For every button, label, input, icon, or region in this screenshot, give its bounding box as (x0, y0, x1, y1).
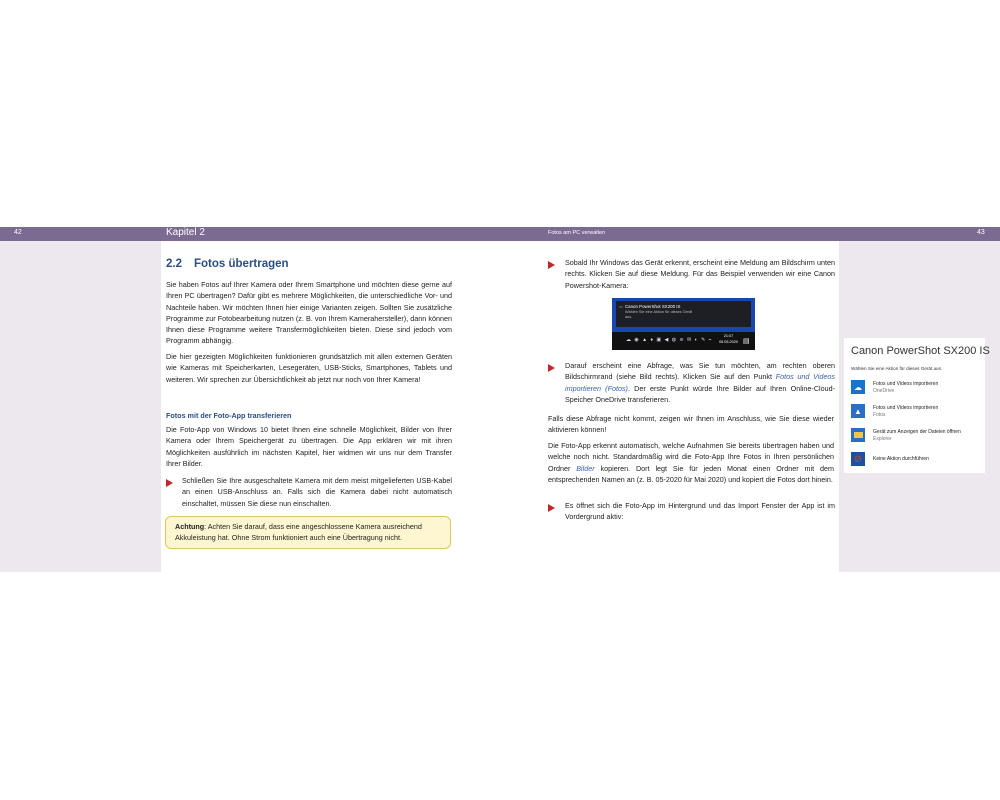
bullet-arrow-icon (548, 504, 555, 512)
taskbar (612, 332, 755, 350)
no-action-icon: ⊘ (851, 452, 865, 466)
subheading: Fotos mit der Foto-App transferieren (166, 411, 292, 420)
right-page-number: 43 (977, 229, 985, 236)
link-bilder[interactable]: Bilder (576, 463, 595, 473)
clock-time: 21:07 (723, 334, 734, 338)
header-bar (0, 227, 1000, 241)
option-sub: Fotos (873, 412, 886, 418)
step-choose-action-a: Darauf erscheint eine Abfrage, was Sie tun möchten, am rechten oberen Bildschirmrand (siehe Bild rechts). Klicken Sie auf den Punkt (565, 361, 835, 382)
fotoapp-paragraph: Die Foto-App von Windows 10 bietet Ihnen eine schnelle Möglichkeit, Bilder von Ihrer Kamera oder Ihrem Speichergerät zu übertragen. Die App erklären wir mit ihren Möglichkeiten ausführlich im nächsten Kapitel, hier widmen wir uns nur dem Transfer Ihrer Bilder. (166, 425, 452, 468)
notification-title: Canon PowerShot SX200 IS (625, 304, 681, 309)
link-fotos-videos-importieren[interactable]: Fotos und Videos importieren (Fotos) (565, 372, 835, 393)
left-page-number: 42 (14, 229, 22, 236)
note-label: Achtung (175, 522, 205, 531)
section-number: 2.2 (166, 258, 182, 270)
taskbar-clock (719, 334, 738, 345)
bullet-arrow-icon (166, 479, 173, 487)
clock-date: 05.05.2020 (719, 339, 739, 344)
option-label: Keine Aktion durchführen (873, 456, 929, 462)
action-center-icon[interactable]: ▤ (743, 338, 750, 345)
warning-note (165, 516, 451, 549)
option-label: Fotos und Videos importieren (873, 405, 939, 411)
step-choose-action (565, 360, 835, 405)
reactivate-paragraph: Falls diese Abfrage nicht kommt, zeigen wir Ihnen im Anschluss, wie Sie diese wieder aktivieren können! (548, 414, 834, 435)
photos-app-icon: ▲ (851, 404, 865, 418)
devices-paragraph: Die hier gezeigten Möglichkeiten funktionieren grundsätzlich mit allen externen Geräten wie Kameras mit Speicherkarten, Lesegeräten, USB-Sticks, Smartphones, Tablets und weiteren. Wir sprechen zur Übersichtlichkeit ab jetzt nur noch von Ihrer Kamera! (166, 352, 452, 384)
bullet-arrow-icon (548, 261, 555, 269)
notification-text: Wählen Sie eine Aktion für dieses Gerät aus. (625, 310, 693, 319)
notification-toast[interactable] (616, 301, 751, 327)
auto-detect-b: kopieren. Dort legt Sie für jeden Monat einen Ordner mit dem entsprechenden Namen an (z. B. 05-2020 für Mai 2020) und kopiert die Fotos dort hinein. (548, 463, 834, 484)
note-text: : Achten Sie darauf, dass eine angeschlossene Kamera ausreichend Akkuleistung hat. Ohne Strom funktioniert auch eine Übertragung nicht. (175, 522, 422, 542)
auto-detect-a: Die Foto-App erkennt automatisch, welche Aufnahmen Sie bereits übertragen haben und welche noch nicht. Standardmäßig wird die Foto-App Ihre Fotos in Ihren persönlichen Ordner (548, 441, 834, 473)
section-heading (166, 258, 289, 270)
folder-icon (851, 428, 865, 442)
tray-icons: ☁ ◉ ▲ ♦ ▣ ◀ ◍ ≋ ✉ ◐ ✎ ⌁ (626, 337, 713, 343)
left-margin (0, 241, 161, 572)
onedrive-cloud-icon: ☁ (851, 380, 865, 394)
option-label: Fotos und Videos importieren (873, 381, 939, 387)
chapter-label: Kapitel 2 (166, 227, 205, 238)
step-connect-camera: Schließen Sie Ihre ausgeschaltete Kamera mit dem meist mitgelieferten USB-Kabel an einen USB-Anschluss an. Falls sich die Kamera dabei nicht automatisch einschaltet, müssen Sie diese nun einschalten. (182, 476, 452, 508)
windows-notification-screenshot (612, 298, 755, 350)
auto-detect-paragraph (548, 440, 834, 485)
option-sub: Explorer (873, 436, 892, 442)
autoplay-panel (844, 338, 990, 473)
device-icon: ▭ (619, 304, 623, 309)
option-label: Gerät zum Anzeigen der Dateien öffnen (873, 429, 961, 435)
autoplay-subtitle: Wählen Sie eine Aktion für dieses Gerät aus. (851, 366, 943, 371)
bullet-arrow-icon (548, 364, 555, 372)
option-sub: OneDrive (873, 388, 895, 394)
autoplay-title: Canon PowerShot SX200 IS (851, 345, 990, 357)
step-import-window: Es öffnet sich die Foto-App im Hintergrund und das Import Fenster der App ist im Vordergrund aktiv: (565, 501, 835, 522)
running-head: Fotos am PC verwalten (548, 230, 606, 236)
step-choose-action-b: . Der erste Punkt würde Ihre Bilder auf Ihren Online-Cloud-Speicher OneDrive transferieren. (565, 383, 835, 404)
step-notification: Sobald Ihr Windows das Gerät erkennt, erscheint eine Meldung am Bildschirm unten rechts. Klicken Sie auf diese Meldung. Für das Beispiel verwenden wir eine Canon Powershot-Kamera: (565, 258, 835, 290)
intro-paragraph: Sie haben Fotos auf Ihrer Kamera oder Ihrem Smartphone und möchten diese gerne auf Ihren PC übertragen? Dafür gibt es mehrere Möglichkeiten, die unterschiedliche Vor- und Nachteile haben. Wir möchten Ihnen hier einige Varianten zeigen. Sollten Sie zusätzliche Programme zur Fotobearbeitung nutzen (z. B. von Ihrem Kamerahersteller), dann können Ihnen diese Programme weitere Transfermöglichkeiten bieten. Diese sind jedoch vom Programm abhängig. (166, 280, 452, 346)
section-title: Fotos übertragen (194, 258, 289, 270)
